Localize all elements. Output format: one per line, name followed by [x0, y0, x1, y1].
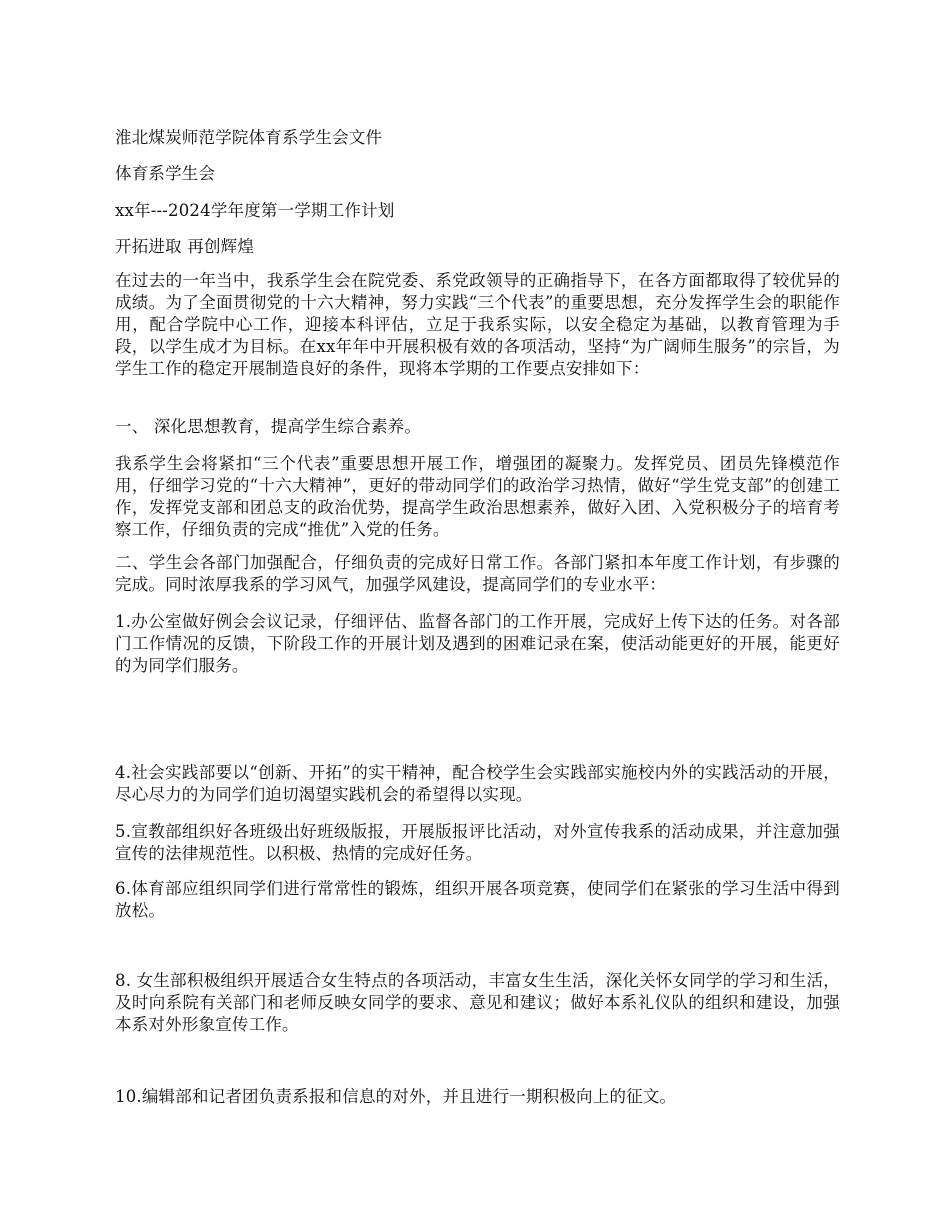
- item-4-paragraph: 4.社会实践部要以“创新、开拓”的实干精神，配合校学生会实践部实施校内外的实践活动的开展，尽心尽力的为同学们迫切渴望实践机会的希望得以实现。: [115, 763, 840, 804]
- intro-paragraph: 在过去的一年当中，我系学生会在院党委、系党政领导的正确指导下，在各方面都取得了较优异的成绩。为了全面贯彻党的十六大精神，努力实践“三个代表”的重要思想，充分发挥学生会的职能作用，配合学院中心工作，迎接本科评估，立足于我系实际，以安全稳定为基础，以教育管理为手段，以学生成才为目标。在xx年年中开展积极有效的各项活动，坚持“为广阔师生服务”的宗旨，为学生工作的稳定开展制造良好的条件，现将本学期的工作要点安排如下：: [115, 271, 840, 378]
- section2-paragraph: 二、学生会各部门加强配合，仔细负责的完成好日常工作。各部门紧扣本年度工作计划，有步骤的完成。同时浓厚我系的学习风气，加强学风建设，提高同学们的专业水平：: [115, 553, 840, 594]
- item-10-paragraph: 10.编辑部和记者团负责系报和信息的对外，并且进行一期积极向上的征文。: [115, 1087, 677, 1106]
- document-plan-title: xx年---2024学年度第一学期工作计划: [115, 201, 395, 220]
- section1-body: 我系学生会将紧扣“三个代表”重要思想开展工作，增强团的凝聚力。发挥党员、团员先锋模范作用，仔细学习党的“十六大精神”，更好的带动同学们的政治学习热情，做好“学生党支部”的创建工作，发挥党支部和团总支的政治优势，提高学生政治思想素养，做好入团、入党积极分子的培育考察工作，仔细负责的完成“推优”入党的任务。: [115, 454, 840, 539]
- document-slogan: 开拓进取 再创辉煌: [115, 237, 255, 256]
- document-issuer: 体育系学生会: [115, 164, 216, 183]
- item-8-paragraph: 8. 女生部积极组织开展适合女生特点的各项活动，丰富女生生活，深化关怀女同学的学习和生活，及时向系院有关部门和老师反映女同学的要求、意见和建议；做好本系礼仪队的组织和建设，加强本系对外形象宣传工作。: [115, 971, 840, 1034]
- item-5-paragraph: 5.宣教部组织好各班级出好班级版报，开展版报评比活动，对外宣传我系的活动成果，并注意加强宣传的法律规范性。以积极、热情的完成好任务。: [115, 822, 840, 863]
- section1-heading: 一、 深化思想教育，提高学生综合素养。: [115, 417, 422, 436]
- item-6-paragraph: 6.体育部应组织同学们进行常常性的锻炼，组织开展各项竞赛，使同学们在紧张的学习生活中得到放松。: [115, 879, 840, 920]
- document-header-org: 淮北煤炭师范学院体育系学生会文件: [115, 128, 383, 147]
- item-1-paragraph: 1.办公室做好例会会议记录，仔细评估、监督各部门的工作开展，完成好上传下达的任务。对各部门工作情况的反馈，下阶段工作的开展计划及遇到的困难记录在案，使活动能更好的开展，能更好的为同学们服务。: [115, 612, 840, 675]
